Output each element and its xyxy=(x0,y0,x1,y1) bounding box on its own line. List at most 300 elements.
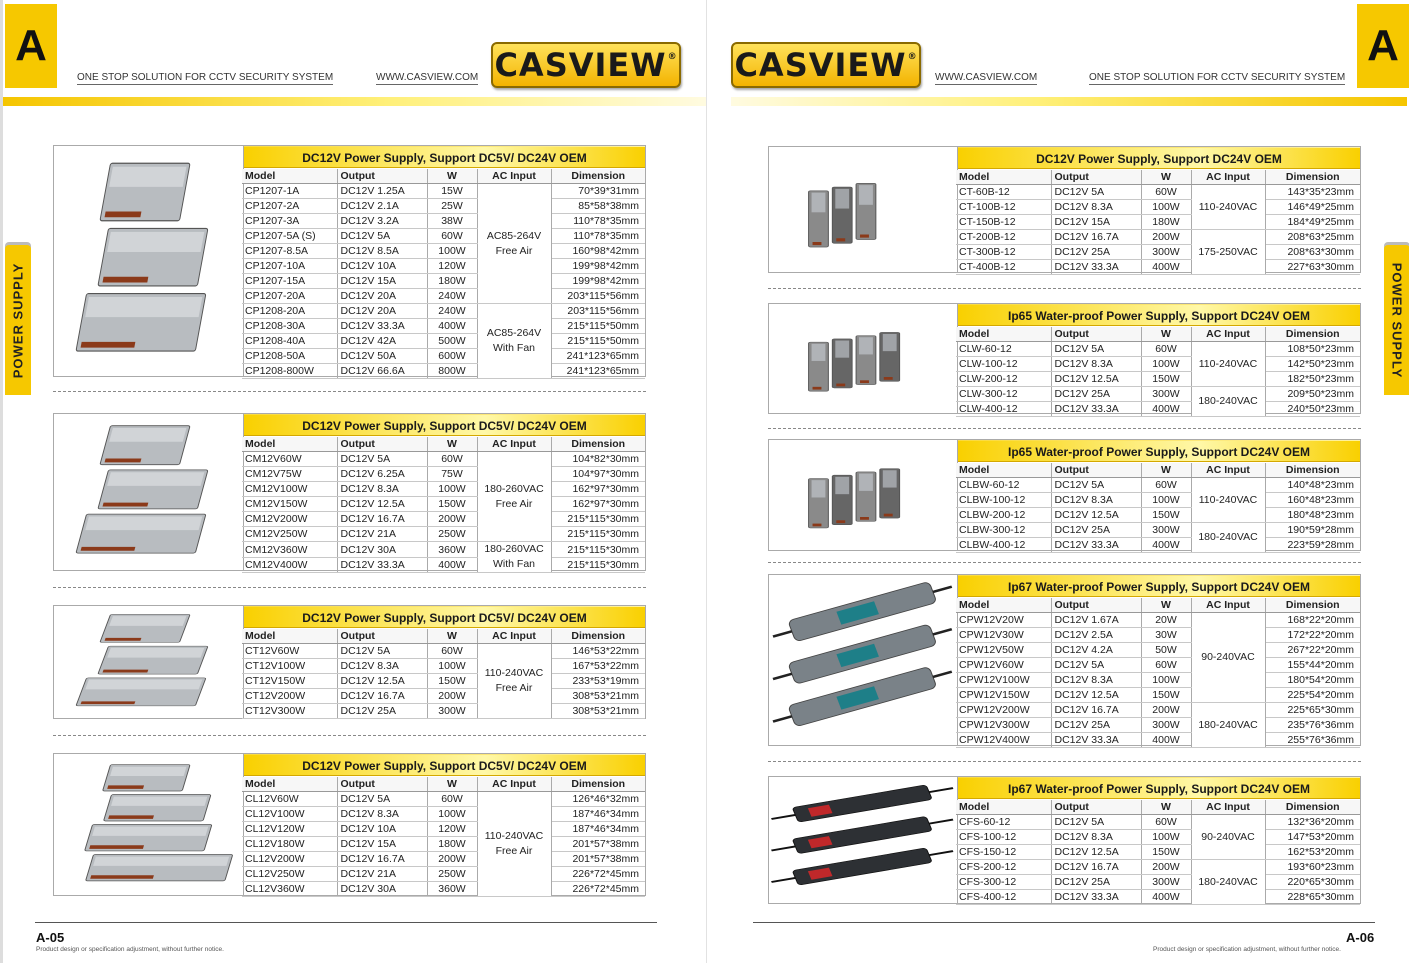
divider xyxy=(53,391,646,392)
wattage-cell: 300W xyxy=(1141,718,1191,733)
column-header: W xyxy=(1141,598,1191,613)
table-row xyxy=(956,478,1360,493)
product-section xyxy=(768,303,1361,414)
table-row xyxy=(242,259,645,274)
dimension-cell: 215*115*50mm xyxy=(551,334,645,349)
dimension-cell: 225*65*30mm xyxy=(1265,703,1360,718)
table-row xyxy=(956,357,1360,372)
output-cell: DC12V 16.7A xyxy=(1051,230,1141,245)
website: WWW.CASVIEW.COM xyxy=(376,72,479,83)
output-cell: DC12V 10A xyxy=(337,259,427,274)
ac-input-cell: 180-240VAC xyxy=(1191,387,1265,417)
dimension-cell: 155*44*20mm xyxy=(1265,658,1360,673)
model-cell: CP1207-10A xyxy=(242,259,337,274)
model-cell: CL12V360W xyxy=(242,882,337,897)
casview-logo: CASVIEW® xyxy=(731,42,921,88)
model-cell: CT12V300W xyxy=(242,704,337,719)
dimension-cell: 85*58*38mm xyxy=(551,199,645,214)
table-row xyxy=(956,372,1360,387)
model-cell: CT-200B-12 xyxy=(956,230,1051,245)
model-cell: CP1207-3A xyxy=(242,214,337,229)
divider xyxy=(53,587,646,588)
table-row xyxy=(956,493,1360,508)
column-header: Output xyxy=(1051,800,1141,815)
output-cell: DC12V 12.5A xyxy=(1051,845,1141,860)
table-row xyxy=(242,452,645,467)
divider xyxy=(768,562,1361,563)
model-cell: CP1207-1A xyxy=(242,184,337,199)
table-row xyxy=(956,643,1360,658)
table-row xyxy=(242,229,645,244)
wattage-cell: 200W xyxy=(427,852,477,867)
output-cell: DC12V 5A xyxy=(1051,342,1141,357)
table-row xyxy=(956,215,1360,230)
table-row xyxy=(956,815,1360,830)
output-cell: DC12V 5A xyxy=(1051,815,1141,830)
dimension-cell: 255*76*36mm xyxy=(1265,733,1360,748)
model-cell: CP1208-50A xyxy=(242,349,337,364)
wattage-cell: 120W xyxy=(427,822,477,837)
wattage-cell: 60W xyxy=(1141,342,1191,357)
model-cell: CLBW-300-12 xyxy=(956,523,1051,538)
divider xyxy=(768,761,1361,762)
table-row xyxy=(956,245,1360,260)
output-cell: DC12V 1.67A xyxy=(1051,613,1141,628)
product-photo xyxy=(54,606,244,718)
model-cell: CL12V120W xyxy=(242,822,337,837)
table-row xyxy=(956,703,1360,718)
column-header: W xyxy=(1141,327,1191,342)
wattage-cell: 600W xyxy=(427,349,477,364)
table-row xyxy=(242,527,645,542)
table-header-row xyxy=(242,169,645,184)
output-cell: DC12V 2.5A xyxy=(1051,628,1141,643)
output-cell: DC12V 15A xyxy=(337,274,427,289)
wattage-cell: 100W xyxy=(427,244,477,259)
side-tab: POWER SUPPLY xyxy=(5,245,31,395)
table-row xyxy=(956,890,1360,905)
model-cell: CM12V60W xyxy=(242,452,337,467)
product-photo xyxy=(769,147,958,272)
model-cell: CPW12V30W xyxy=(956,628,1051,643)
output-cell: DC12V 12.5A xyxy=(1051,688,1141,703)
column-header: Output xyxy=(337,777,427,792)
output-cell: DC12V 16.7A xyxy=(1051,860,1141,875)
wattage-cell: 400W xyxy=(427,319,477,334)
wattage-cell: 60W xyxy=(427,644,477,659)
product-section xyxy=(53,753,646,896)
output-cell: DC12V 21A xyxy=(337,527,427,542)
table-row xyxy=(242,289,645,304)
footer-line xyxy=(753,922,1375,923)
dimension-cell: 201*57*38mm xyxy=(551,852,645,867)
table-row xyxy=(242,497,645,512)
model-cell: CFS-60-12 xyxy=(956,815,1051,830)
wattage-cell: 75W xyxy=(427,467,477,482)
column-header: AC Input xyxy=(1191,598,1265,613)
header-band xyxy=(3,97,706,106)
model-cell: CM12V360W xyxy=(242,542,337,558)
product-photo xyxy=(769,304,958,413)
product-section xyxy=(768,776,1361,904)
right-page xyxy=(706,0,1409,963)
output-cell: DC12V 8.3A xyxy=(1051,200,1141,215)
tagline: ONE STOP SOLUTION FOR CCTV SECURITY SYSTEM xyxy=(77,72,334,83)
section-title: DC12V Power Supply, Support DC24V OEM xyxy=(958,148,1360,169)
column-header: Model xyxy=(242,169,337,184)
table-row xyxy=(956,733,1360,748)
dimension-cell: 143*35*23mm xyxy=(1265,185,1360,200)
column-header: AC Input xyxy=(477,169,551,184)
wattage-cell: 100W xyxy=(1141,493,1191,508)
product-photo xyxy=(769,575,958,745)
section-title: DC12V Power Supply, Support DC5V/ DC24V OEM xyxy=(244,607,645,628)
output-cell: DC12V 42A xyxy=(337,334,427,349)
table-row xyxy=(242,349,645,364)
column-header: Model xyxy=(956,327,1051,342)
section-title: DC12V Power Supply, Support DC5V/ DC24V OEM xyxy=(244,415,645,436)
table-header-row xyxy=(956,598,1360,613)
output-cell: DC12V 12.5A xyxy=(337,497,427,512)
table-header-row xyxy=(956,463,1360,478)
wattage-cell: 400W xyxy=(1141,538,1191,553)
output-cell: DC12V 5A xyxy=(1051,185,1141,200)
table-row xyxy=(242,807,645,822)
table-row xyxy=(242,882,645,897)
table-row xyxy=(956,538,1360,553)
dimension-cell: 180*54*20mm xyxy=(1265,673,1360,688)
output-cell: DC12V 20A xyxy=(337,304,427,319)
model-cell: CFS-100-12 xyxy=(956,830,1051,845)
output-cell: DC12V 25A xyxy=(1051,245,1141,260)
output-cell: DC12V 12.5A xyxy=(337,674,427,689)
dimension-cell: 104*97*30mm xyxy=(551,467,645,482)
section-badge: A xyxy=(5,4,57,88)
model-cell: CP1208-30A xyxy=(242,319,337,334)
wattage-cell: 100W xyxy=(1141,673,1191,688)
product-section xyxy=(53,605,646,719)
dimension-cell: 146*53*22mm xyxy=(551,644,645,659)
model-cell: CT-300B-12 xyxy=(956,245,1051,260)
output-cell: DC12V 3.2A xyxy=(337,214,427,229)
dimension-cell: 172*22*20mm xyxy=(1265,628,1360,643)
dimension-cell: 227*63*30mm xyxy=(1265,260,1360,275)
spec-table xyxy=(956,463,1360,553)
model-cell: CM12V400W xyxy=(242,557,337,573)
ac-input-cell: 180-240VAC xyxy=(1191,703,1265,748)
dimension-cell: 142*50*23mm xyxy=(1265,357,1360,372)
wattage-cell: 150W xyxy=(1141,845,1191,860)
output-cell: DC12V 30A xyxy=(337,542,427,558)
table-row xyxy=(242,319,645,334)
model-cell: CM12V200W xyxy=(242,512,337,527)
model-cell: CT-150B-12 xyxy=(956,215,1051,230)
model-cell: CL12V100W xyxy=(242,807,337,822)
wattage-cell: 400W xyxy=(1141,733,1191,748)
column-header: W xyxy=(427,777,477,792)
table-header-row xyxy=(242,629,645,644)
dimension-cell: 187*46*34mm xyxy=(551,807,645,822)
output-cell: DC12V 2.1A xyxy=(337,199,427,214)
model-cell: CFS-200-12 xyxy=(956,860,1051,875)
output-cell: DC12V 8.3A xyxy=(337,659,427,674)
dimension-cell: 108*50*23mm xyxy=(1265,342,1360,357)
model-cell: CLBW-400-12 xyxy=(956,538,1051,553)
dimension-cell: 203*115*56mm xyxy=(551,289,645,304)
wattage-cell: 100W xyxy=(1141,200,1191,215)
output-cell: DC12V 33.3A xyxy=(337,557,427,573)
column-header: Model xyxy=(956,800,1051,815)
output-cell: DC12V 8.3A xyxy=(337,482,427,497)
model-cell: CT-100B-12 xyxy=(956,200,1051,215)
dimension-cell: 203*115*56mm xyxy=(551,304,645,319)
wattage-cell: 400W xyxy=(427,557,477,573)
column-header: Model xyxy=(956,463,1051,478)
output-cell: DC12V 8.3A xyxy=(1051,830,1141,845)
model-cell: CPW12V50W xyxy=(956,643,1051,658)
table-header-row xyxy=(956,170,1360,185)
ac-input-cell: 180-240VAC xyxy=(1191,523,1265,553)
output-cell: DC12V 21A xyxy=(337,867,427,882)
table-row xyxy=(956,185,1360,200)
table-header-row xyxy=(956,327,1360,342)
table-row xyxy=(242,184,645,199)
spec-table xyxy=(242,169,645,379)
column-header: Dimension xyxy=(1265,170,1360,185)
dimension-cell: 167*53*22mm xyxy=(551,659,645,674)
output-cell: DC12V 30A xyxy=(337,882,427,897)
output-cell: DC12V 5A xyxy=(337,792,427,807)
dimension-cell: 199*98*42mm xyxy=(551,259,645,274)
table-row xyxy=(242,542,645,558)
column-header: Output xyxy=(1051,327,1141,342)
table-row xyxy=(242,199,645,214)
wattage-cell: 25W xyxy=(427,199,477,214)
table-row xyxy=(242,244,645,259)
table-header-row xyxy=(242,777,645,792)
table-row xyxy=(242,867,645,882)
output-cell: DC12V 8.5A xyxy=(337,244,427,259)
dimension-cell: 228*65*30mm xyxy=(1265,890,1360,905)
wattage-cell: 38W xyxy=(427,214,477,229)
dimension-cell: 132*36*20mm xyxy=(1265,815,1360,830)
dimension-cell: 235*76*36mm xyxy=(1265,718,1360,733)
wattage-cell: 30W xyxy=(1141,628,1191,643)
output-cell: DC12V 16.7A xyxy=(337,689,427,704)
model-cell: CLW-60-12 xyxy=(956,342,1051,357)
model-cell: CLBW-200-12 xyxy=(956,508,1051,523)
wattage-cell: 200W xyxy=(1141,703,1191,718)
wattage-cell: 300W xyxy=(1141,875,1191,890)
dimension-cell: 233*53*19mm xyxy=(551,674,645,689)
dimension-cell: 201*57*38mm xyxy=(551,837,645,852)
wattage-cell: 120W xyxy=(427,259,477,274)
column-header: W xyxy=(427,169,477,184)
model-cell: CP1207-20A xyxy=(242,289,337,304)
model-cell: CT-60B-12 xyxy=(956,185,1051,200)
product-photo xyxy=(54,146,244,376)
tagline: ONE STOP SOLUTION FOR CCTV SECURITY SYSTEM xyxy=(1089,72,1346,83)
spec-table xyxy=(956,598,1360,748)
footnote: Product design or specification adjustment, without further notice. xyxy=(1153,946,1341,953)
dimension-cell: 182*50*23mm xyxy=(1265,372,1360,387)
table-row xyxy=(956,658,1360,673)
table-row xyxy=(956,613,1360,628)
table-row xyxy=(242,512,645,527)
column-header: Dimension xyxy=(551,437,645,452)
table-row xyxy=(956,628,1360,643)
dimension-cell: 70*39*31mm xyxy=(551,184,645,199)
table-row xyxy=(242,822,645,837)
table-row xyxy=(242,557,645,573)
wattage-cell: 300W xyxy=(1141,245,1191,260)
product-section xyxy=(768,574,1361,746)
wattage-cell: 400W xyxy=(1141,402,1191,417)
column-header: Dimension xyxy=(1265,800,1360,815)
output-cell: DC12V 25A xyxy=(1051,387,1141,402)
page-number: A-06 xyxy=(1346,930,1375,945)
model-cell: CLW-100-12 xyxy=(956,357,1051,372)
dimension-cell: 225*54*20mm xyxy=(1265,688,1360,703)
model-cell: CPW12V200W xyxy=(956,703,1051,718)
output-cell: DC12V 33.3A xyxy=(1051,733,1141,748)
wattage-cell: 150W xyxy=(1141,688,1191,703)
output-cell: DC12V 12.5A xyxy=(1051,372,1141,387)
column-header: W xyxy=(427,437,477,452)
model-cell: CP1207-5A (S) xyxy=(242,229,337,244)
output-cell: DC12V 33.3A xyxy=(337,319,427,334)
wattage-cell: 200W xyxy=(427,512,477,527)
wattage-cell: 60W xyxy=(427,792,477,807)
wattage-cell: 240W xyxy=(427,304,477,319)
wattage-cell: 400W xyxy=(1141,890,1191,905)
table-row xyxy=(242,364,645,379)
spec-table xyxy=(956,327,1360,417)
dimension-cell: 110*78*35mm xyxy=(551,214,645,229)
wattage-cell: 240W xyxy=(427,289,477,304)
product-section xyxy=(53,145,646,377)
divider xyxy=(768,428,1361,429)
output-cell: DC12V 8.3A xyxy=(337,807,427,822)
model-cell: CL12V180W xyxy=(242,837,337,852)
dimension-cell: 308*53*21mm xyxy=(551,704,645,719)
section-title: DC12V Power Supply, Support DC5V/ DC24V OEM xyxy=(244,147,645,168)
model-cell: CFS-150-12 xyxy=(956,845,1051,860)
model-cell: CLBW-100-12 xyxy=(956,493,1051,508)
ac-input-cell: AC85-264V Free Air xyxy=(477,184,551,304)
table-row xyxy=(956,508,1360,523)
wattage-cell: 100W xyxy=(427,659,477,674)
model-cell: CP1208-800W xyxy=(242,364,337,379)
model-cell: CM12V250W xyxy=(242,527,337,542)
dimension-cell: 308*53*21mm xyxy=(551,689,645,704)
output-cell: DC12V 5A xyxy=(337,644,427,659)
section-title: Ip67 Water-proof Power Supply, Support DC24V OEM xyxy=(958,576,1360,597)
column-header: AC Input xyxy=(477,777,551,792)
column-header: Dimension xyxy=(551,777,645,792)
product-section xyxy=(53,413,646,571)
table-row xyxy=(242,467,645,482)
footnote: Product design or specification adjustment, without further notice. xyxy=(36,946,224,953)
table-row xyxy=(242,334,645,349)
wattage-cell: 15W xyxy=(427,184,477,199)
wattage-cell: 180W xyxy=(427,274,477,289)
wattage-cell: 20W xyxy=(1141,613,1191,628)
dimension-cell: 267*22*20mm xyxy=(1265,643,1360,658)
wattage-cell: 200W xyxy=(1141,230,1191,245)
product-section xyxy=(768,439,1361,551)
dimension-cell: 146*49*25mm xyxy=(1265,200,1360,215)
output-cell: DC12V 5A xyxy=(1051,658,1141,673)
product-photo xyxy=(54,754,244,895)
output-cell: DC12V 5A xyxy=(337,452,427,467)
dimension-cell: 147*53*20mm xyxy=(1265,830,1360,845)
wattage-cell: 180W xyxy=(1141,215,1191,230)
dimension-cell: 160*98*42mm xyxy=(551,244,645,259)
output-cell: DC12V 5A xyxy=(337,229,427,244)
table-row xyxy=(242,214,645,229)
column-header: Output xyxy=(1051,463,1141,478)
wattage-cell: 150W xyxy=(1141,372,1191,387)
dimension-cell: 110*78*35mm xyxy=(551,229,645,244)
model-cell: CPW12V300W xyxy=(956,718,1051,733)
footer-line xyxy=(35,922,657,923)
column-header: Model xyxy=(242,437,337,452)
wattage-cell: 100W xyxy=(1141,357,1191,372)
table-row xyxy=(956,230,1360,245)
wattage-cell: 60W xyxy=(1141,658,1191,673)
dimension-cell: 215*115*50mm xyxy=(551,319,645,334)
output-cell: DC12V 8.3A xyxy=(1051,357,1141,372)
wattage-cell: 300W xyxy=(1141,523,1191,538)
table-row xyxy=(242,852,645,867)
model-cell: CM12V75W xyxy=(242,467,337,482)
output-cell: DC12V 25A xyxy=(1051,523,1141,538)
dimension-cell: 126*46*32mm xyxy=(551,792,645,807)
column-header: W xyxy=(427,629,477,644)
dimension-cell: 208*63*30mm xyxy=(1265,245,1360,260)
dimension-cell: 209*50*23mm xyxy=(1265,387,1360,402)
column-header: AC Input xyxy=(1191,327,1265,342)
model-cell: CLW-300-12 xyxy=(956,387,1051,402)
column-header: Output xyxy=(1051,598,1141,613)
model-cell: CLW-400-12 xyxy=(956,402,1051,417)
column-header: Model xyxy=(956,170,1051,185)
table-row xyxy=(956,342,1360,357)
output-cell: DC12V 10A xyxy=(337,822,427,837)
wattage-cell: 400W xyxy=(1141,260,1191,275)
dimension-cell: 184*49*25mm xyxy=(1265,215,1360,230)
output-cell: DC12V 5A xyxy=(1051,478,1141,493)
table-row xyxy=(242,674,645,689)
dimension-cell: 240*50*23mm xyxy=(1265,402,1360,417)
dimension-cell: 187*46*34mm xyxy=(551,822,645,837)
model-cell: CP1207-15A xyxy=(242,274,337,289)
table-row xyxy=(242,482,645,497)
output-cell: DC12V 15A xyxy=(337,837,427,852)
wattage-cell: 500W xyxy=(427,334,477,349)
column-header: Output xyxy=(337,437,427,452)
wattage-cell: 150W xyxy=(427,497,477,512)
dimension-cell: 220*65*30mm xyxy=(1265,875,1360,890)
model-cell: CL12V250W xyxy=(242,867,337,882)
table-row xyxy=(242,792,645,807)
wattage-cell: 100W xyxy=(427,482,477,497)
dimension-cell: 190*59*28mm xyxy=(1265,523,1360,538)
dimension-cell: 193*60*23mm xyxy=(1265,860,1360,875)
dimension-cell: 162*97*30mm xyxy=(551,482,645,497)
column-header: AC Input xyxy=(477,437,551,452)
